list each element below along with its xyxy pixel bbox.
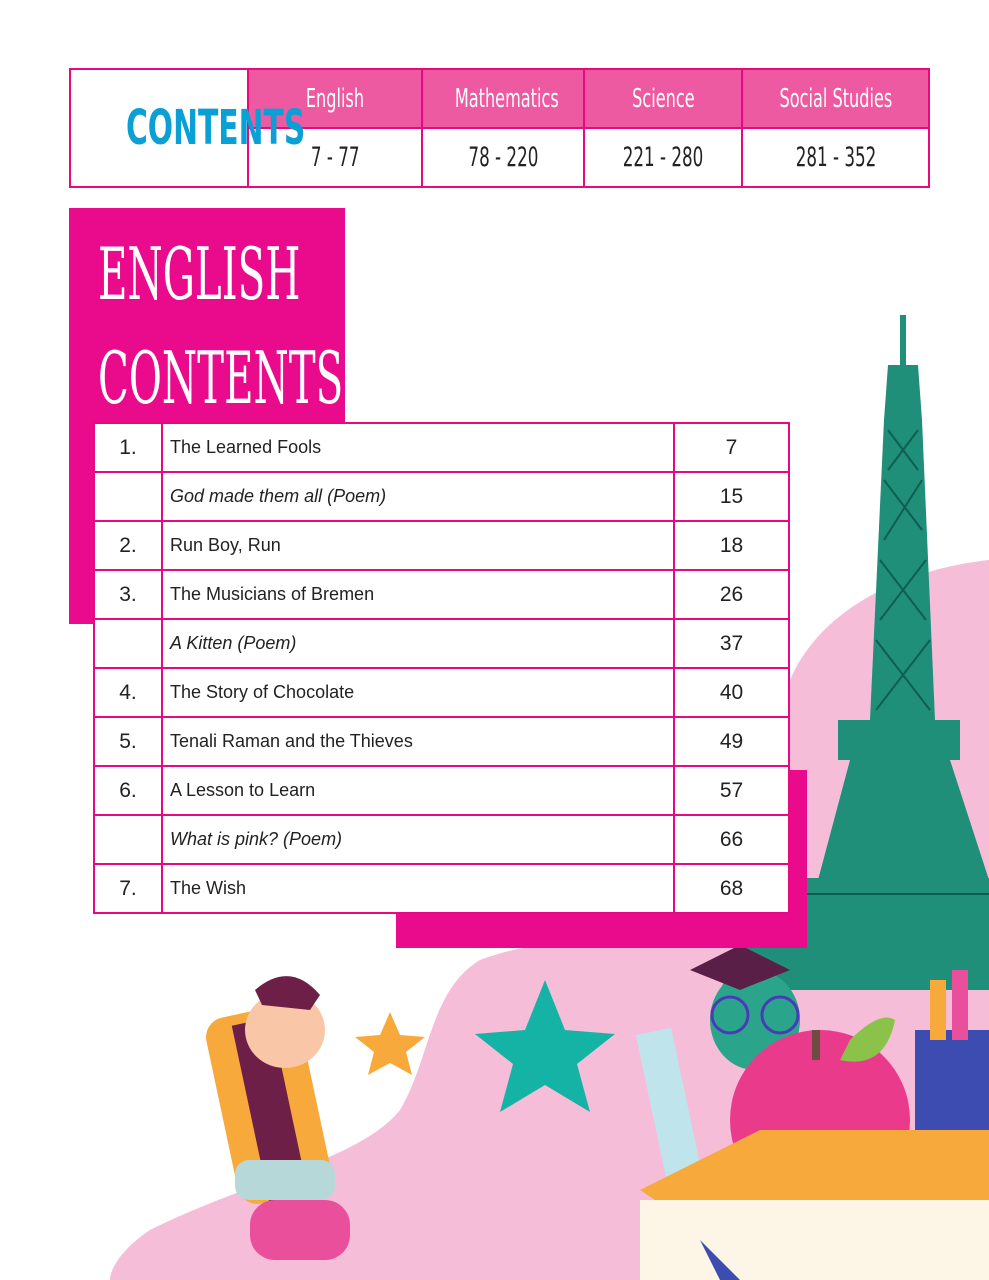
subject-science-name: Science <box>584 69 742 128</box>
table-row[interactable] <box>94 423 789 472</box>
chapter-title: The Story of Chocolate <box>162 668 674 717</box>
table-row[interactable] <box>94 668 789 717</box>
subject-mathematics-name: Mathematics <box>422 69 584 128</box>
table-row[interactable] <box>94 619 789 668</box>
chapter-number: 6. <box>94 766 162 815</box>
chapter-title: The Learned Fools <box>162 423 674 472</box>
chapter-page: 57 <box>674 766 789 815</box>
chapter-number <box>94 472 162 521</box>
chapter-page: 15 <box>674 472 789 521</box>
chapter-page: 49 <box>674 717 789 766</box>
contents-label: CONTENTS <box>70 69 248 187</box>
table-row[interactable] <box>94 815 789 864</box>
decorative-strip <box>396 914 793 948</box>
chapter-title: The Musicians of Bremen <box>162 570 674 619</box>
english-chapters-table <box>93 422 790 914</box>
chapter-number: 4. <box>94 668 162 717</box>
chapter-page: 7 <box>674 423 789 472</box>
star-icon <box>355 1012 425 1075</box>
table-row[interactable] <box>94 864 789 913</box>
chapter-page: 18 <box>674 521 789 570</box>
chapter-number: 2. <box>94 521 162 570</box>
chapter-number <box>94 815 162 864</box>
chapter-page: 66 <box>674 815 789 864</box>
chapter-title: Tenali Raman and the Thieves <box>162 717 674 766</box>
section-title-line2: CONTENTS <box>98 336 344 420</box>
section-title <box>98 222 398 430</box>
chapter-number <box>94 619 162 668</box>
subjects-overview-table <box>69 68 930 188</box>
chapter-title: God made them all (Poem) <box>162 472 674 521</box>
chapter-title: Run Boy, Run <box>162 521 674 570</box>
table-row[interactable] <box>94 766 789 815</box>
chapter-number: 5. <box>94 717 162 766</box>
table-row[interactable] <box>94 472 789 521</box>
subject-english-name: English <box>248 69 422 128</box>
table-row[interactable] <box>94 570 789 619</box>
chapter-title: A Kitten (Poem) <box>162 619 674 668</box>
chapter-title: What is pink? (Poem) <box>162 815 674 864</box>
chapter-number: 7. <box>94 864 162 913</box>
chapter-number: 1. <box>94 423 162 472</box>
chapter-page: 26 <box>674 570 789 619</box>
chapter-title: The Wish <box>162 864 674 913</box>
subject-social-studies-name: Social Studies <box>742 69 929 128</box>
subject-mathematics-pages: 78 - 220 <box>422 128 584 187</box>
subject-social-studies-pages: 281 - 352 <box>742 128 929 187</box>
section-title-line1: ENGLISH <box>98 232 301 316</box>
chapter-number: 3. <box>94 570 162 619</box>
table-row[interactable] <box>94 521 789 570</box>
chapter-title: A Lesson to Learn <box>162 766 674 815</box>
subject-science-pages: 221 - 280 <box>584 128 742 187</box>
subject-english-pages: 7 - 77 <box>248 128 422 187</box>
table-row[interactable] <box>94 717 789 766</box>
chapter-page: 68 <box>674 864 789 913</box>
chapter-page: 37 <box>674 619 789 668</box>
chapter-page: 40 <box>674 668 789 717</box>
